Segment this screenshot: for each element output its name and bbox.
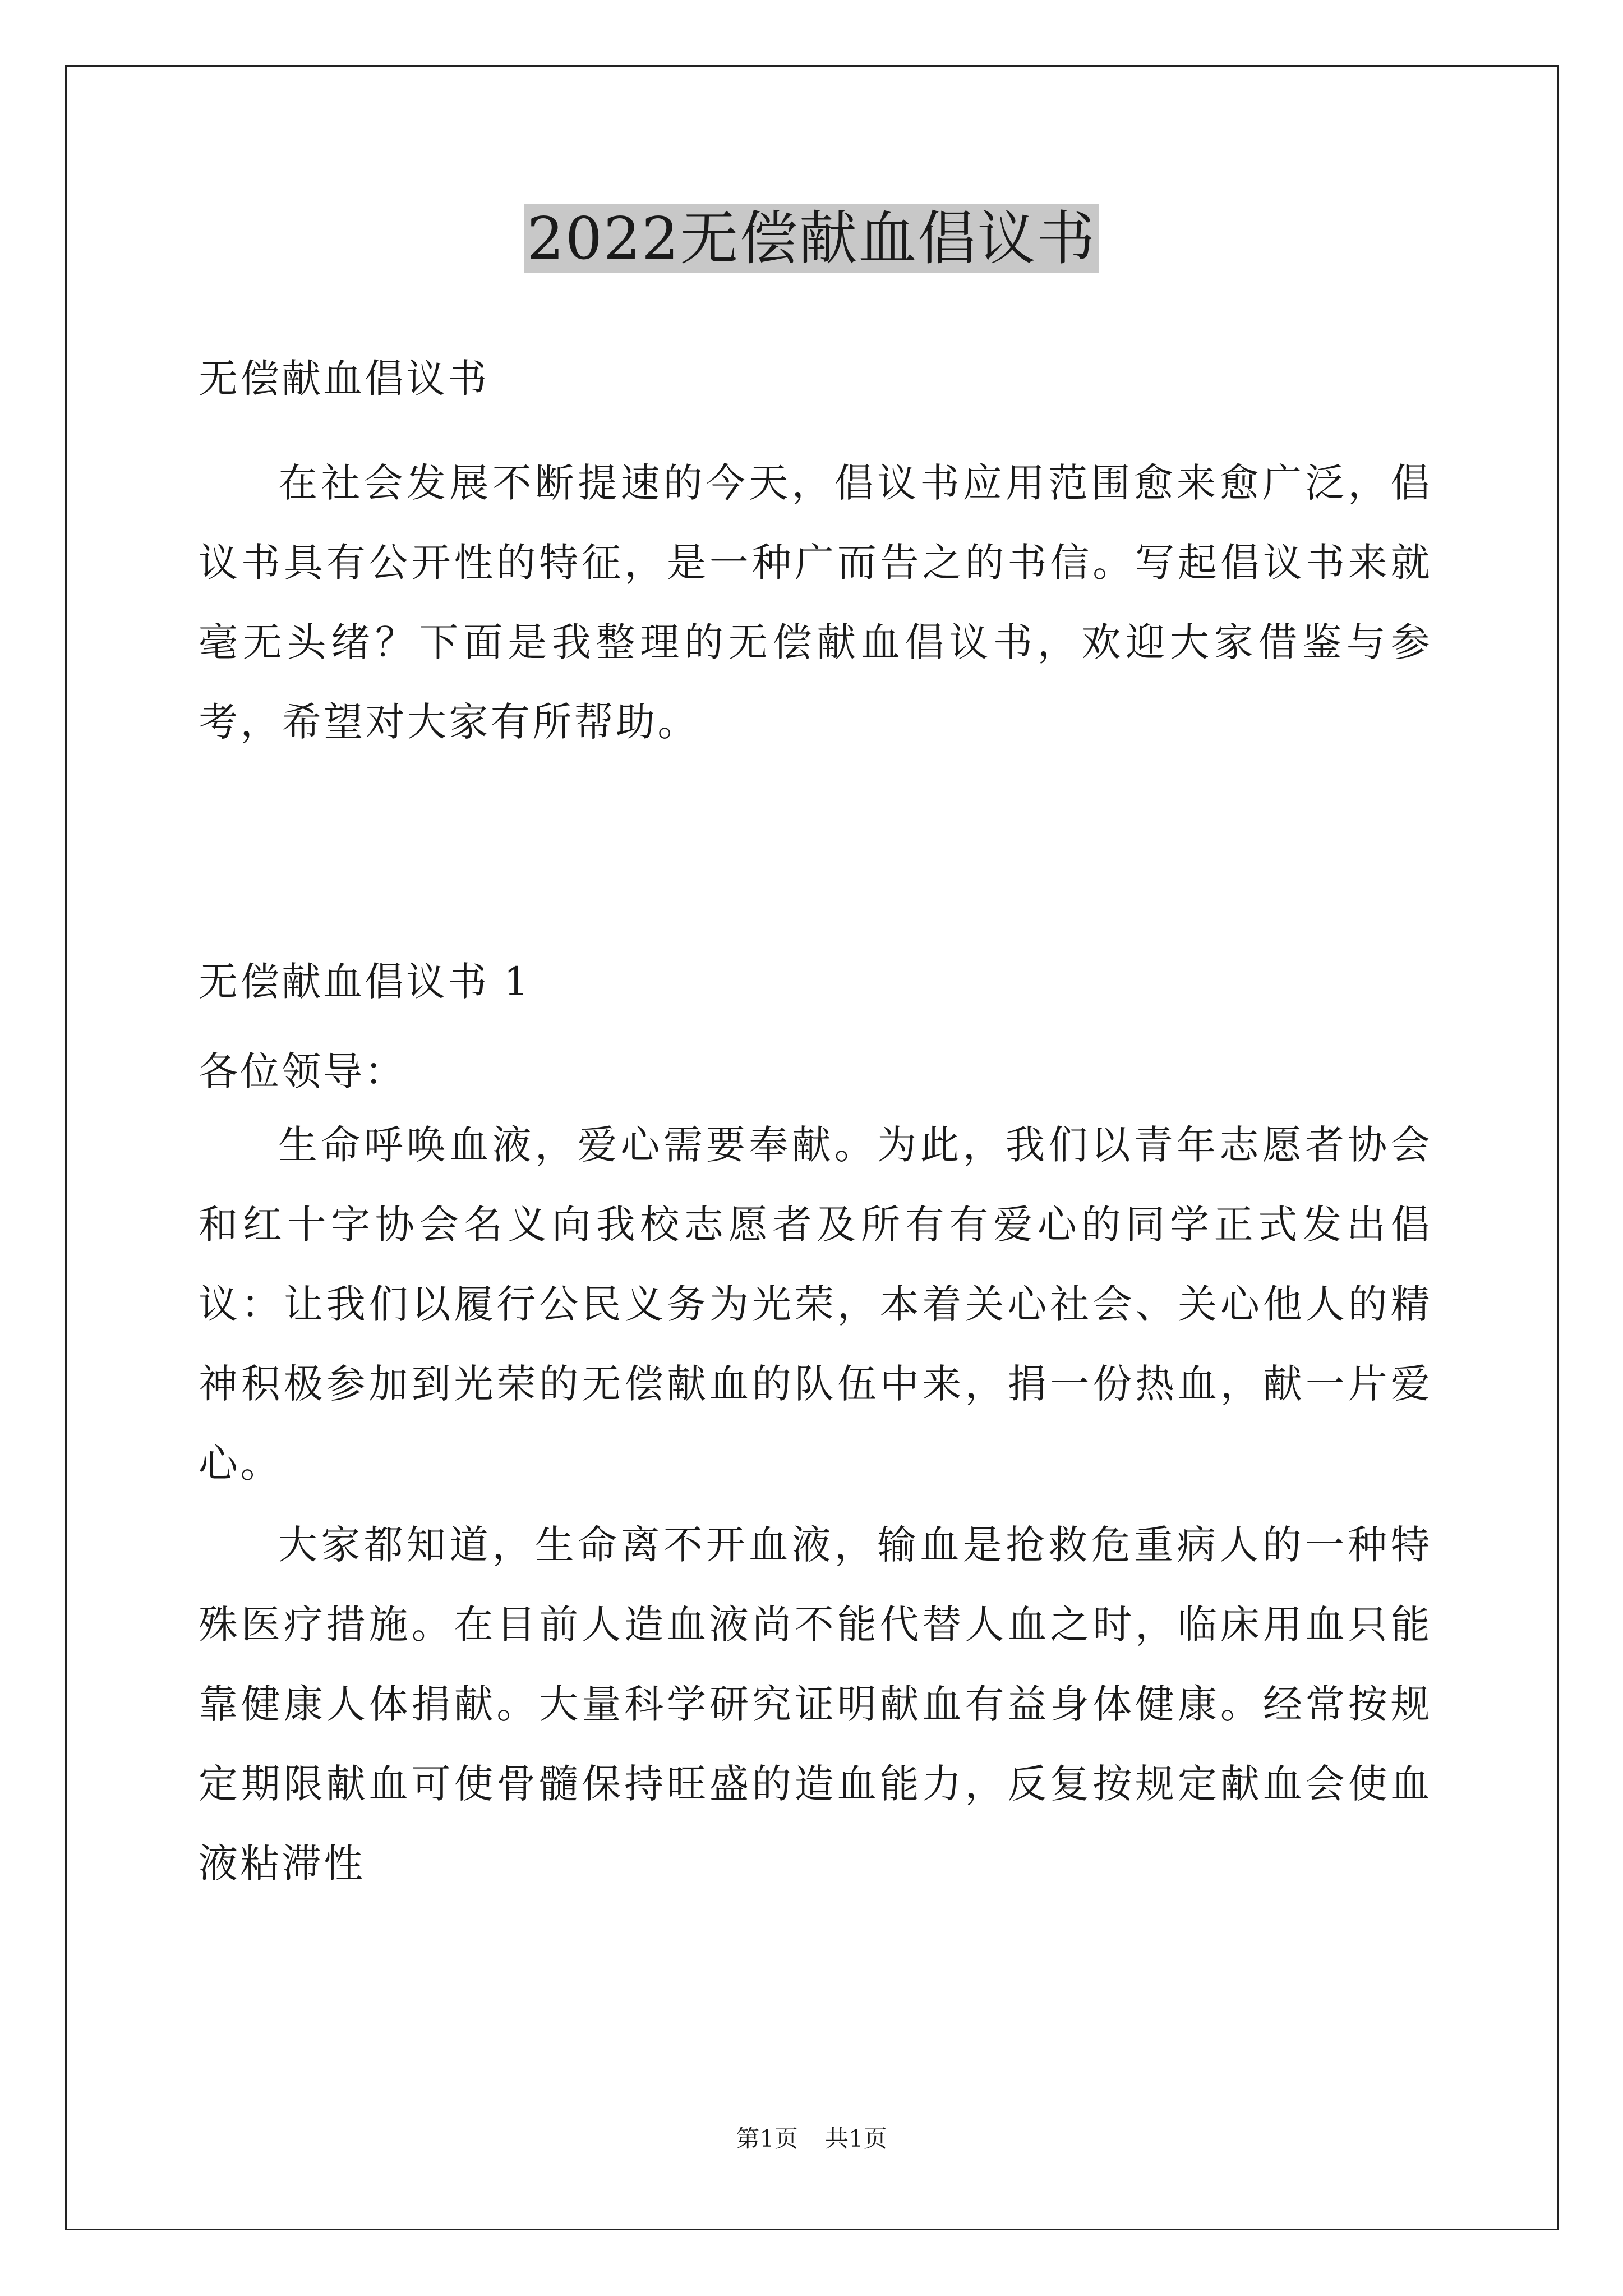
paragraph-1: 生命呼唤血液，爱心需要奉献。为此，我们以青年志愿者协会和红十字协会名义向我校志愿者及所有有爱心的同学正式发出倡议：让我们以履行公民义务为光荣，本着关心社会、关心他人的精神积极参加到光荣的无偿献血的队伍中来，捐一份热血，献一片爱心。: [199, 1122, 1432, 1487]
document-title: [0, 199, 1623, 278]
paragraph-2: 大家都知道，生命离不开血液，输血是抢救危重病人的一种特殊医疗措施。在目前人造血液尚不能代替人血之时，临床用血只能靠健康人体捐献。大量科学研究证明献血有益身体健康。经常按规定期限献血可使骨髓保持旺盛的造血能力，反复按规定献血会使血液粘滞性: [199, 1522, 1432, 1887]
title-text: 2022无偿献血倡议书: [524, 204, 1100, 273]
intro-paragraph: 在社会发展不断提速的今天，倡议书应用范围愈来愈广泛，倡议书具有公开性的特征，是一种广而告之的书信。写起倡议书来就毫无头绪？下面是我整理的无偿献血倡议书，欢迎大家借鉴与参考，希望对大家有所帮助。: [199, 460, 1432, 745]
section-heading: 无偿献血倡议书 1: [199, 959, 531, 1005]
page-footer: [0, 2125, 1623, 2153]
salutation: 各位领导：: [199, 1048, 406, 1094]
page-number: 第1页: [736, 2125, 798, 2152]
intro-heading: 无偿献血倡议书: [199, 356, 489, 402]
page-total: 共1页: [825, 2125, 887, 2152]
